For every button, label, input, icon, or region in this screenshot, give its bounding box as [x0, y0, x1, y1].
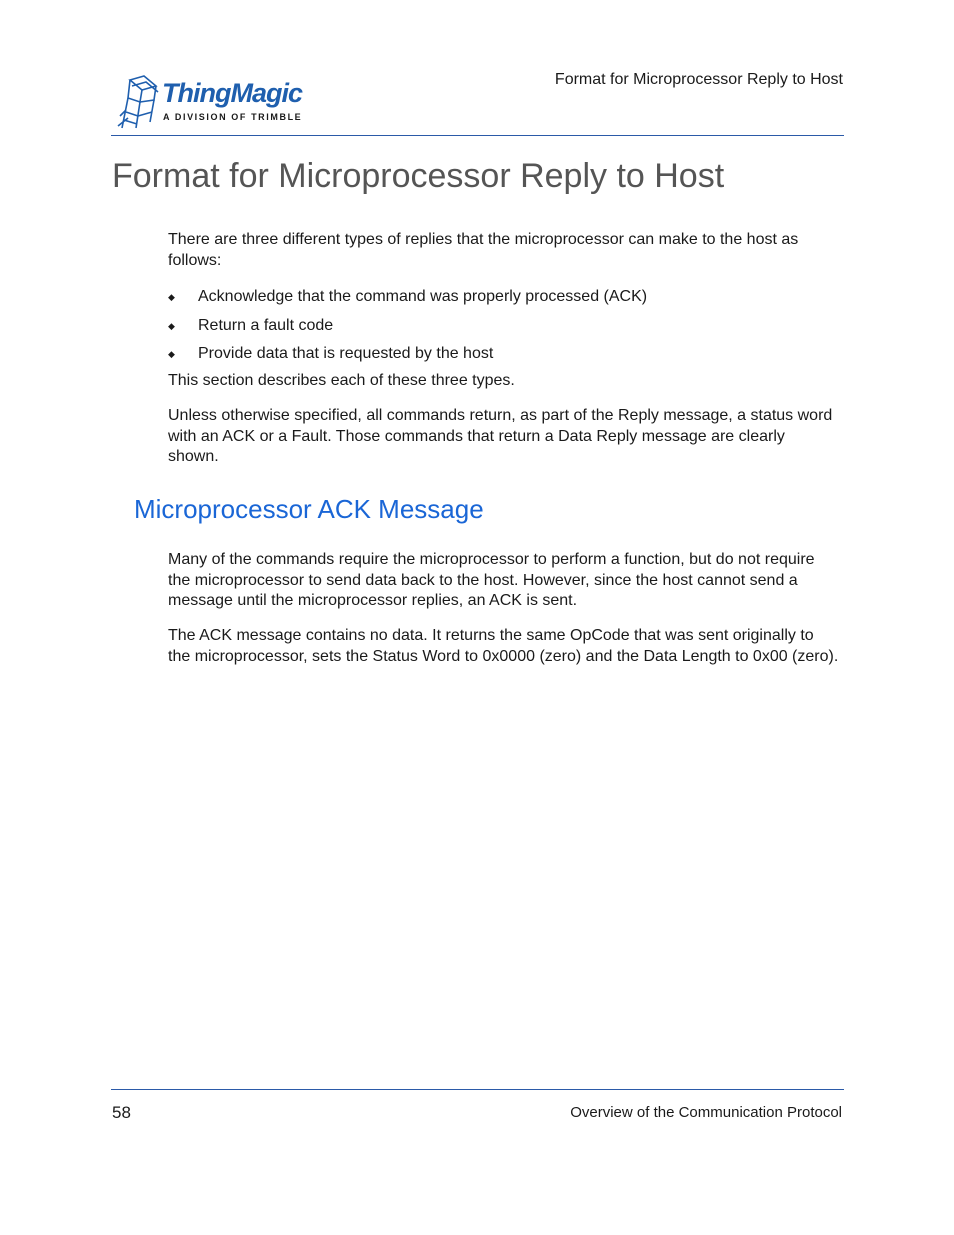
header-rule — [111, 135, 844, 136]
list-item-text: Return a fault code — [198, 317, 334, 334]
types-paragraph: This section describes each of these three types. — [168, 372, 515, 389]
page-number: 58 — [112, 1103, 131, 1122]
diamond-bullet-icon: ◆ — [168, 349, 175, 359]
diamond-bullet-icon: ◆ — [168, 321, 175, 331]
list-item-text: Provide data that is requested by the host — [198, 345, 494, 362]
section-heading: Microprocessor ACK Message — [134, 494, 484, 524]
footer-chapter-title: Overview of the Communication Protocol — [570, 1104, 842, 1121]
running-header: Format for Microprocessor Reply to Host — [554, 71, 843, 88]
page-title: Format for Microprocessor Reply to Host — [112, 157, 725, 195]
logo-subtitle: A DIVISION OF TRIMBLE — [163, 112, 303, 122]
list-item-text: Acknowledge that the command was properly processed (ACK) — [198, 288, 648, 305]
footer-rule — [111, 1089, 844, 1090]
antenna-tower-icon — [116, 72, 162, 130]
intro-paragraph: There are three different types of replies that the microprocessor can make to the host as follows: — [168, 231, 799, 269]
ack-paragraph-2: The ACK message contains no data. It returns the same OpCode that was sent originally to the microprocessor, sets the Status Word to 0x0000 (zero) and the Data Length to 0x00 (zero). — [168, 627, 839, 665]
ack-paragraph-1: Many of the commands require the microprocessor to perform a function, but do not require the microprocessor to send data back to the host. However, since the host cannot send a message until the microprocessor replies, an ACK is sent. — [168, 551, 815, 609]
logo-brand-text: ThingMagic — [162, 78, 302, 108]
unless-paragraph: Unless otherwise specified, all commands return, as part of the Reply message, a status word with an ACK or a Fault. Those commands that return a Data Reply message are clearly shown. — [168, 407, 833, 465]
diamond-bullet-icon: ◆ — [168, 292, 175, 302]
thingmagic-logo — [116, 72, 316, 130]
